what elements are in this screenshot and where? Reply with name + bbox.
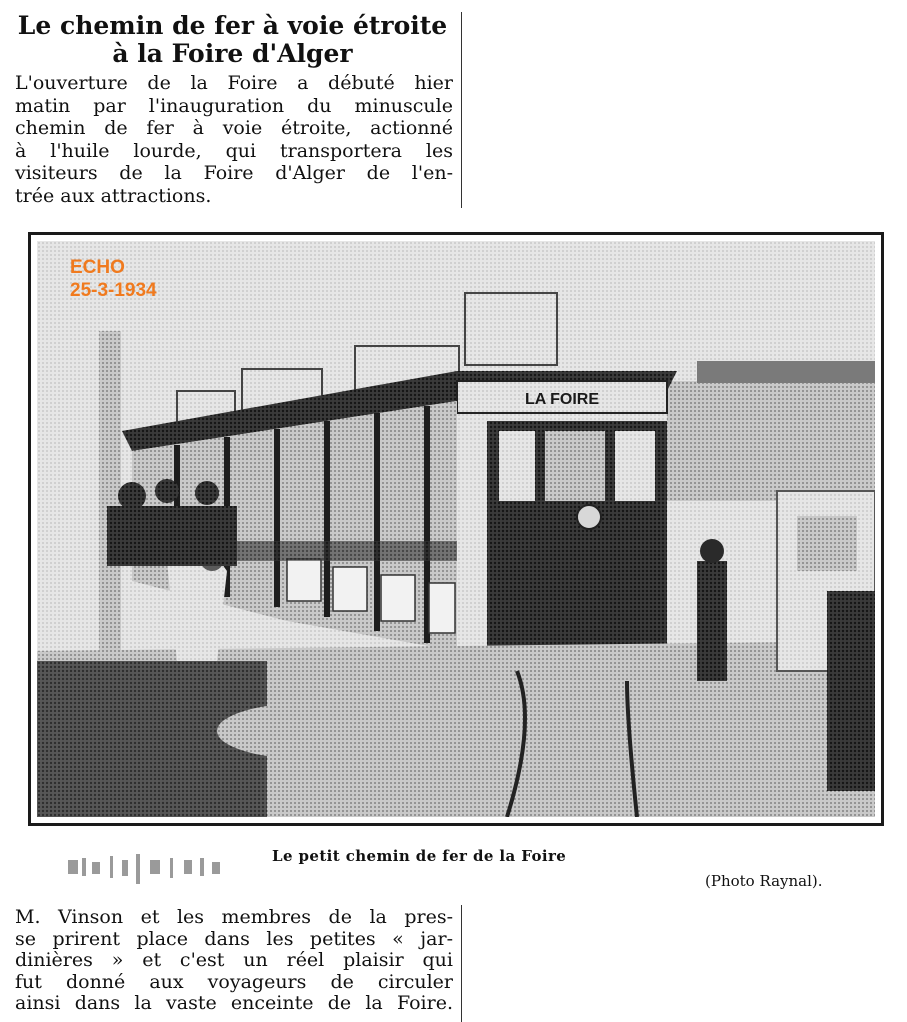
- watermark-line-1: ECHO: [70, 257, 125, 278]
- roof-sign: [465, 293, 557, 365]
- headline-line-1: Le chemin de fer à voie étroite: [17, 11, 448, 40]
- column-rule-top: [461, 12, 462, 208]
- locomotive-window: [499, 431, 535, 501]
- intro-line: trée aux attractions.: [15, 184, 212, 207]
- headline-line-2: à la Foire d'Alger: [112, 39, 353, 68]
- body-line: se prirent place dans les petites « jar-: [15, 927, 453, 950]
- person-right: [697, 561, 727, 681]
- intro-line: matin par l'inauguration du minuscule: [15, 94, 453, 117]
- building-right: [667, 381, 875, 501]
- column-rule-bottom: [461, 905, 462, 1022]
- tram-sign-text: LA FOIRE: [524, 391, 600, 408]
- locomotive-window: [545, 431, 605, 501]
- article-body: [15, 907, 453, 1015]
- intro-line: chemin de fer à voie étroite, actionné: [15, 117, 453, 139]
- flower-pots: [217, 703, 397, 759]
- building-roof: [697, 361, 875, 383]
- watermark-line-2: 25-3-1934: [70, 280, 157, 301]
- body-line: dinières » et c'est un réel plaisir qui: [15, 949, 453, 971]
- body-line: ainsi dans la vaste enceinte de la Foire.: [15, 992, 453, 1014]
- figure-far-right: [827, 591, 875, 791]
- locomotive-headlamp: [577, 505, 601, 529]
- archive-watermark: [70, 256, 157, 302]
- photo-credit: (Photo Raynal).: [705, 872, 823, 890]
- body-line: M. Vinson et les membres de la pres-: [15, 906, 453, 928]
- locomotive-window: [615, 431, 655, 501]
- person-head: [700, 539, 724, 563]
- intro-line: à l'huile lourde, qui transportera les: [15, 139, 453, 162]
- vehicle-window: [797, 516, 857, 571]
- photo-caption: Le petit chemin de fer de la Foire: [272, 847, 567, 865]
- article-headline: [10, 12, 455, 68]
- tram-photo-illustration: [37, 241, 875, 817]
- crowd-left: [107, 479, 237, 566]
- intro-line: visiteurs de la Foire d'Alger de l'en-: [15, 162, 453, 184]
- body-line: fut donné aux voyageurs de circuler: [15, 970, 453, 993]
- intro-line: L'ouverture de la Foire a débuté hier: [15, 72, 453, 94]
- news-photo: [28, 232, 884, 826]
- pillar-left: [99, 331, 121, 661]
- print-smudge: [66, 852, 226, 888]
- article-intro: [15, 72, 453, 207]
